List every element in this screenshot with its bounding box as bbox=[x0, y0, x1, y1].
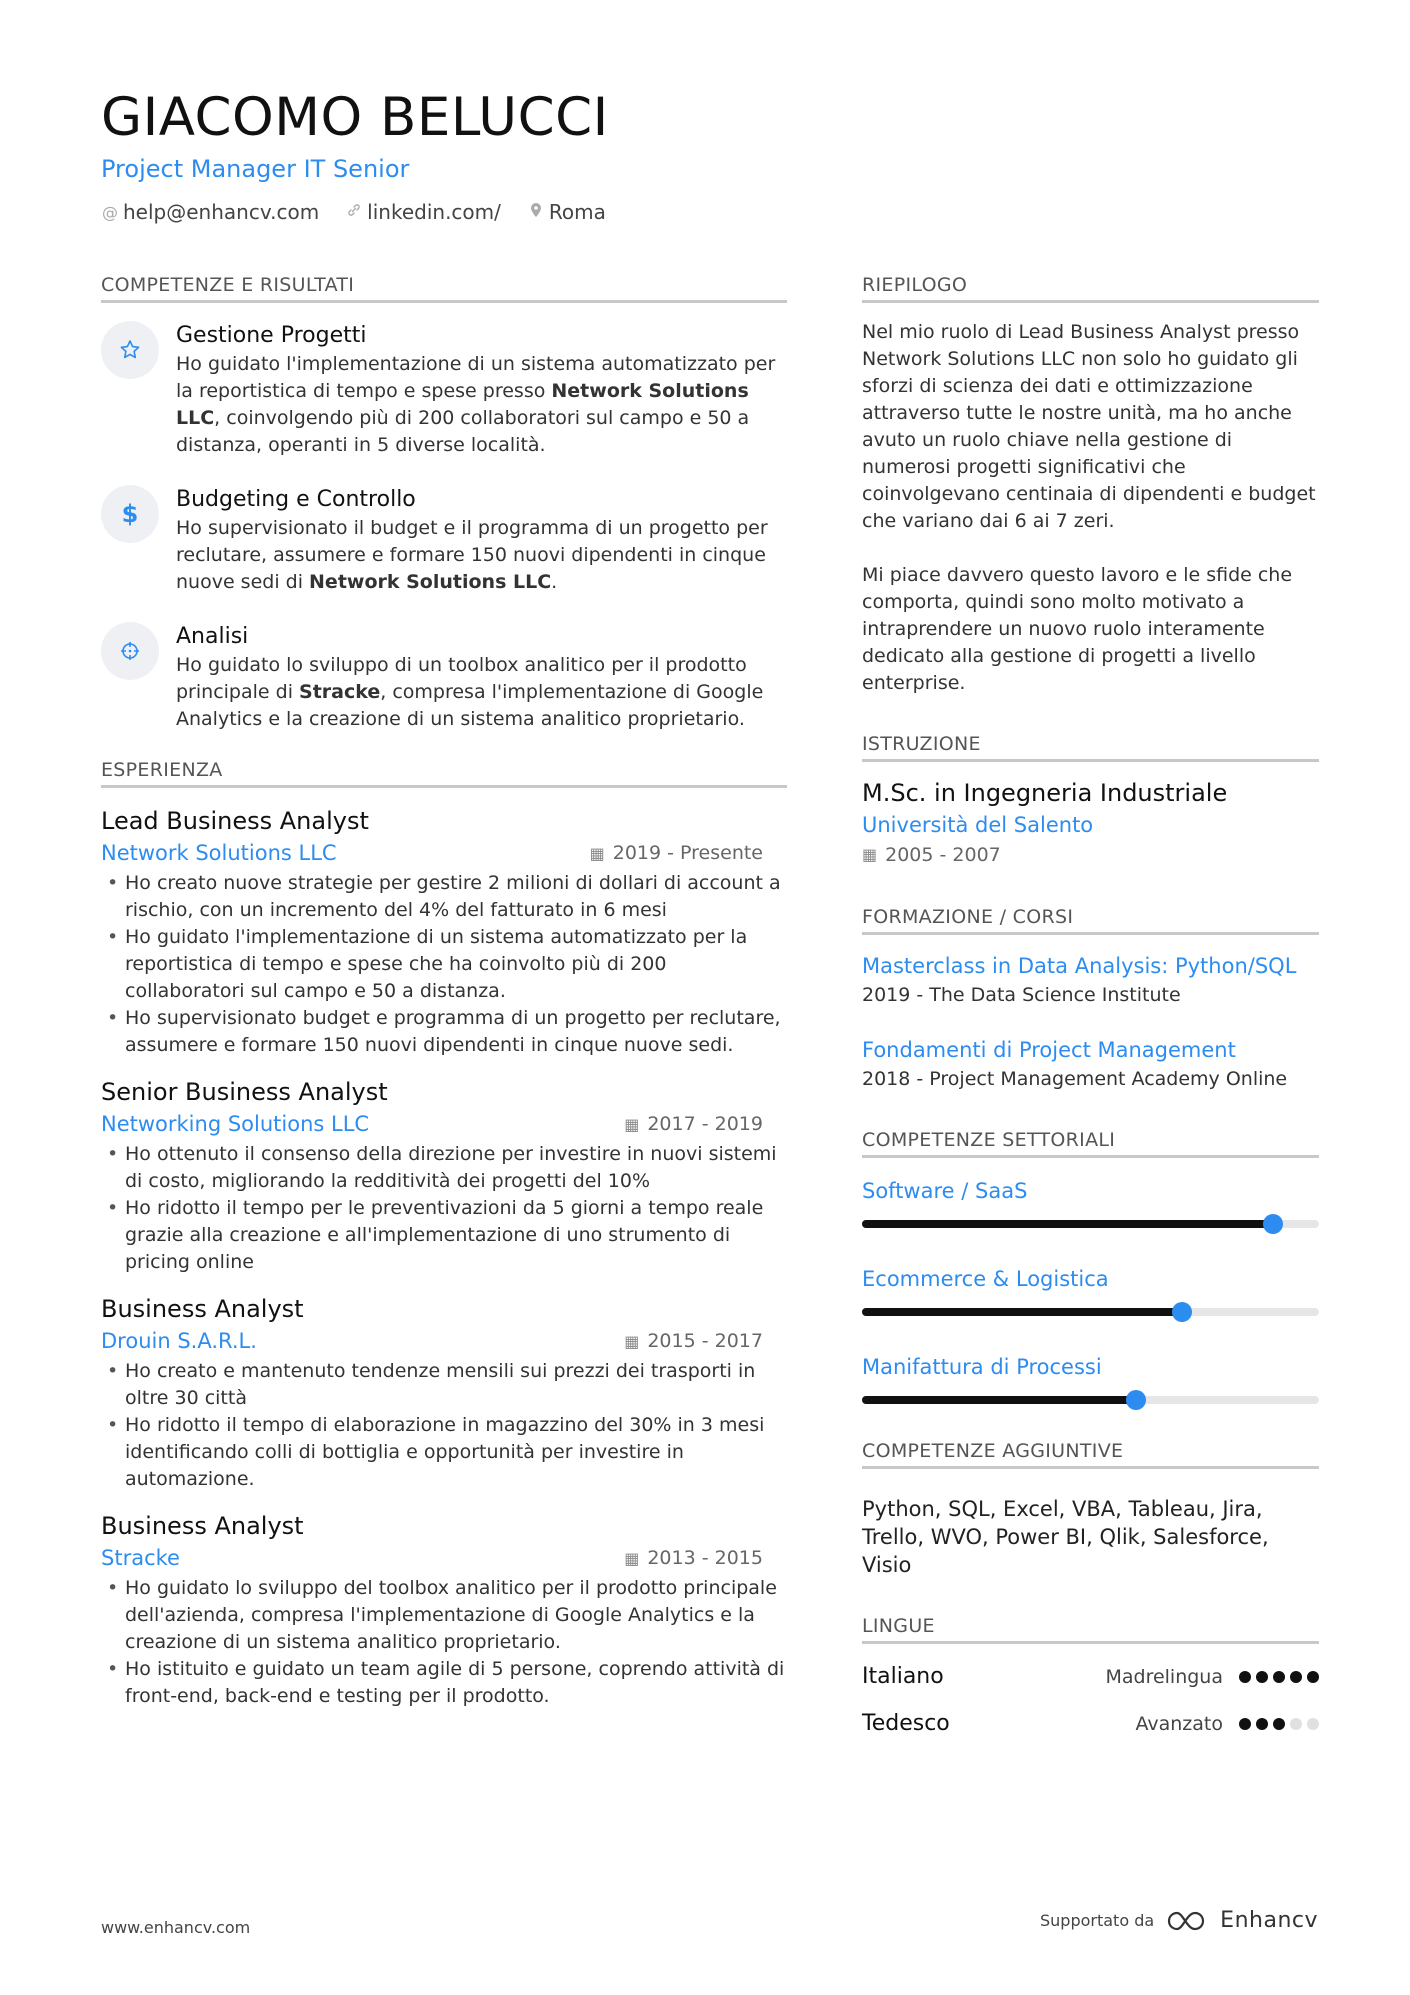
courses-section bbox=[862, 906, 1319, 1093]
achievement-title: Budgeting e Controllo bbox=[176, 487, 416, 512]
course-item bbox=[862, 951, 1319, 1009]
right-column bbox=[862, 274, 1319, 1736]
job-title: Business Analyst bbox=[101, 1512, 304, 1540]
section-heading-istruzione: ISTRUZIONE bbox=[862, 733, 1319, 762]
section-heading-lingue: LINGUE bbox=[862, 1615, 1319, 1644]
location-pin-icon bbox=[527, 202, 545, 222]
link-icon bbox=[345, 202, 363, 222]
skill-item bbox=[862, 1264, 1319, 1316]
language-item bbox=[862, 1711, 1319, 1736]
job-entry bbox=[101, 1292, 787, 1493]
calendar-icon: ▦ bbox=[862, 845, 878, 864]
language-dot bbox=[1239, 1718, 1251, 1730]
calendar-icon: ▦ bbox=[624, 1114, 640, 1134]
course-item bbox=[862, 1035, 1319, 1093]
achievement-description: Ho supervisionato il budget e il programma di un progetto per reclutare, assumere e formare 150 nuovi dipendenti in cinque nuove sedi di Network Solutions LLC. bbox=[176, 517, 768, 593]
language-name: Italiano bbox=[862, 1664, 944, 1689]
job-entry bbox=[101, 804, 787, 1059]
email-text: help@enhancv.com bbox=[123, 200, 320, 224]
skill-name: Manifattura di Processi bbox=[862, 1355, 1102, 1379]
skill-item bbox=[862, 1176, 1319, 1228]
achievement-title: Analisi bbox=[176, 624, 249, 649]
section-heading-competenze: COMPETENZE E RISULTATI bbox=[101, 274, 787, 303]
skill-bar bbox=[862, 1396, 1319, 1404]
job-bullets bbox=[101, 870, 787, 1059]
language-dot bbox=[1256, 1718, 1268, 1730]
footer-website[interactable]: www.enhancv.com bbox=[101, 1918, 251, 1937]
skill-knob bbox=[1126, 1390, 1146, 1410]
language-dot bbox=[1307, 1718, 1319, 1730]
skill-knob bbox=[1263, 1214, 1283, 1234]
job-bullets bbox=[101, 1575, 787, 1710]
skill-name: Ecommerce & Logistica bbox=[862, 1267, 1109, 1291]
achievements-list bbox=[101, 321, 787, 733]
summary-text bbox=[862, 319, 1319, 697]
additional-skills-section bbox=[862, 1440, 1319, 1579]
language-dot bbox=[1290, 1718, 1302, 1730]
footer-support-text: Supportato da bbox=[1040, 1911, 1155, 1930]
resume-header bbox=[101, 86, 1321, 224]
language-item bbox=[862, 1664, 1319, 1689]
bullet-item: • Ho guidato lo sviluppo del toolbox analitico per il prodotto principale dell'azienda, compresa l'implementazione di Google Analytics e la creazione di un sistema analitico proprietario. bbox=[101, 1575, 787, 1656]
enhancv-logo-icon bbox=[1166, 1909, 1212, 1933]
section-heading-settoriali: COMPETENZE SETTORIALI bbox=[862, 1129, 1319, 1158]
language-level: Avanzato bbox=[1135, 1712, 1223, 1735]
skill-bar bbox=[862, 1220, 1319, 1228]
job-company: Drouin S.A.R.L. bbox=[101, 1329, 257, 1353]
job-bullets bbox=[101, 1141, 787, 1276]
skill-item bbox=[862, 1352, 1319, 1404]
achievement-item bbox=[101, 485, 787, 596]
language-dot bbox=[1273, 1671, 1285, 1683]
job-date: ▦ 2015 - 2017 bbox=[624, 1330, 763, 1352]
crosshair-icon bbox=[101, 622, 159, 680]
language-dots bbox=[1239, 1718, 1319, 1730]
calendar-icon: ▦ bbox=[589, 843, 605, 863]
job-title: Lead Business Analyst bbox=[101, 807, 369, 835]
education-degree: M.Sc. in Ingegneria Industriale bbox=[862, 779, 1228, 807]
bullet-item: • Ho istituito e guidato un team agile di 5 persone, coprendo attività di front-end, back-end e testing per il prodotto. bbox=[101, 1656, 787, 1710]
bullet-item: • Ho creato e mantenuto tendenze mensili sui prezzi dei trasporti in oltre 30 città bbox=[101, 1358, 787, 1412]
footer-branding bbox=[1040, 1908, 1318, 1933]
calendar-icon: ▦ bbox=[624, 1331, 640, 1351]
candidate-title: Project Manager IT Senior bbox=[101, 155, 410, 183]
education-school: Università del Salento bbox=[862, 813, 1094, 837]
language-dot bbox=[1307, 1671, 1319, 1683]
course-subtitle: 2018 - Project Management Academy Online bbox=[862, 1068, 1288, 1090]
summary-paragraph: Nel mio ruolo di Lead Business Analyst presso Network Solutions LLC non solo ho guidato gli sforzi di scienza dei dati e ottimizzazione attraverso tutte le nostre unità, ma ho anche avuto un ruolo chiave nella gestione di numerosi progetti significativi che coinvolgevano centinaia di dipendenti e budget che variano dai 6 ai 7 zeri. bbox=[862, 321, 1316, 532]
education-section bbox=[862, 733, 1319, 870]
job-date: ▦ 2019 - Presente bbox=[589, 842, 763, 864]
languages-section bbox=[862, 1615, 1319, 1736]
enhancv-logo-text: Enhancv bbox=[1220, 1908, 1318, 1933]
course-subtitle: 2019 - The Data Science Institute bbox=[862, 984, 1181, 1006]
job-company: Networking Solutions LLC bbox=[101, 1112, 370, 1136]
section-heading-formazione: FORMAZIONE / CORSI bbox=[862, 906, 1319, 935]
achievement-item bbox=[101, 622, 787, 733]
education-date: ▦ 2005 - 2007 bbox=[862, 840, 1319, 870]
bullet-item: • Ho supervisionato budget e programma di un progetto per reclutare, assumere e formare 150 nuovi dipendenti in cinque nuove sedi. bbox=[101, 1005, 787, 1059]
skill-bar bbox=[862, 1308, 1319, 1316]
summary-paragraph: Mi piace davvero questo lavoro e le sfide che comporta, quindi sono molto motivato a intraprendere un nuovo ruolo interamente dedicato alla gestione di progetti a livello enterprise. bbox=[862, 564, 1293, 694]
bullet-item: • Ho creato nuove strategie per gestire 2 milioni di dollari di account a rischio, con un incremento del 4% del fatturato in 6 mesi bbox=[101, 870, 787, 924]
skill-knob bbox=[1172, 1302, 1192, 1322]
calendar-icon: ▦ bbox=[624, 1548, 640, 1568]
job-company: Stracke bbox=[101, 1546, 180, 1570]
section-heading-aggiuntive: COMPETENZE AGGIUNTIVE bbox=[862, 1440, 1319, 1469]
course-title: Fondamenti di Project Management bbox=[862, 1038, 1236, 1062]
job-date: ▦ 2017 - 2019 bbox=[624, 1113, 763, 1135]
at-icon: @ bbox=[102, 202, 118, 222]
bullet-item: • Ho guidato l'implementazione di un sistema automatizzato per la reportistica di tempo e spese che ha coinvolto più di 200 collaboratori sul campo e 50 a distanza. bbox=[101, 924, 787, 1005]
candidate-name: GIACOMO BELUCCI bbox=[101, 87, 609, 148]
left-column bbox=[101, 274, 787, 1710]
job-company: Network Solutions LLC bbox=[101, 841, 337, 865]
bullet-item: • Ho ottenuto il consenso della direzione per investire in nuovi sistemi di costo, migliorando la redditività dei progetti del 10% bbox=[101, 1141, 787, 1195]
location-text: Roma bbox=[548, 200, 606, 224]
section-heading-esperienza: ESPERIENZA bbox=[101, 759, 787, 788]
experience-section bbox=[101, 759, 787, 1710]
language-dot bbox=[1290, 1671, 1302, 1683]
job-entry bbox=[101, 1075, 787, 1276]
section-heading-riepilogo: RIEPILOGO bbox=[862, 274, 1319, 303]
bullet-item: • Ho ridotto il tempo per le preventivazioni da 5 giorni a tempo reale grazie alla creazione e all'implementazione di uno strumento di pricing online bbox=[101, 1195, 787, 1276]
star-icon bbox=[101, 321, 159, 379]
linkedin-text: linkedin.com/ bbox=[367, 200, 501, 224]
course-title: Masterclass in Data Analysis: Python/SQL bbox=[862, 954, 1297, 978]
job-bullets bbox=[101, 1358, 787, 1493]
job-title: Senior Business Analyst bbox=[101, 1078, 388, 1106]
language-dot bbox=[1256, 1671, 1268, 1683]
language-dot bbox=[1273, 1718, 1285, 1730]
contact-row bbox=[101, 200, 1321, 224]
job-title: Business Analyst bbox=[101, 1295, 304, 1323]
dollar-icon: $ bbox=[101, 485, 159, 543]
industry-skills-section bbox=[862, 1129, 1319, 1404]
enhancv-logo[interactable] bbox=[1166, 1908, 1318, 1933]
achievement-item bbox=[101, 321, 787, 459]
bullet-item: • Ho ridotto il tempo di elaborazione in magazzino del 30% in 3 mesi identificando colli di bottiglia e opportunità per investire in automazione. bbox=[101, 1412, 787, 1493]
achievement-title: Gestione Progetti bbox=[176, 323, 367, 348]
language-level: Madrelingua bbox=[1105, 1665, 1223, 1688]
skill-name: Software / SaaS bbox=[862, 1179, 1028, 1203]
contact-linkedin[interactable] bbox=[345, 200, 501, 224]
achievement-description: Ho guidato lo sviluppo di un toolbox analitico per il prodotto principale di Stracke, compresa l'implementazione di Google Analytics e la creazione di un sistema analitico proprietario. bbox=[176, 654, 764, 730]
job-entry bbox=[101, 1509, 787, 1710]
achievement-description: Ho guidato l'implementazione di un sistema automatizzato per la reportistica di tempo e spese presso Network Solutions LLC, coinvolgendo più di 200 collaboratori sul campo e 50 a distanza, operanti in 5 diverse località. bbox=[176, 353, 776, 456]
job-date: ▦ 2013 - 2015 bbox=[624, 1547, 763, 1569]
language-dots bbox=[1239, 1671, 1319, 1683]
language-dot bbox=[1239, 1671, 1251, 1683]
contact-email[interactable] bbox=[101, 200, 319, 224]
contact-location bbox=[527, 200, 606, 224]
language-name: Tedesco bbox=[862, 1711, 950, 1736]
additional-skills-text: Python, SQL, Excel, VBA, Tableau, Jira, Trello, WVO, Power BI, Qlik, Salesforce, Visio bbox=[862, 1497, 1269, 1577]
